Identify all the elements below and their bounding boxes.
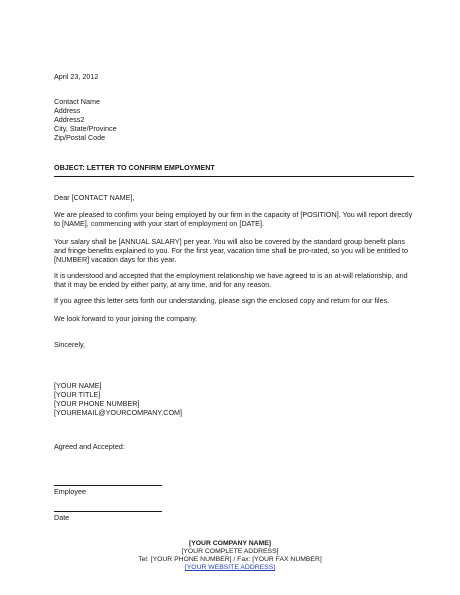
employee-signature-line	[54, 485, 162, 486]
paragraph-4: If you agree this letter sets forth our understanding, please sign the enclosed copy and return for our files.	[54, 296, 390, 305]
company-footer	[0, 540, 460, 572]
sender-email: [YOUREMAIL@YOURCOMPANY.COM]	[54, 408, 183, 417]
paragraph-2: Your salary shall be [ANNUAL SALARY] per year. You will also be covered by the standard group benefit plans and fringe benefits explained to you. For the first year, vacation time shall be pro-rated, so you will be entitled to [NUMBER] vacation days for this year.	[54, 237, 408, 264]
recipient-address-line1: Address	[54, 106, 81, 115]
footer-company-name: [YOUR COMPANY NAME]	[188, 540, 272, 547]
agreed-accepted: Agreed and Accepted:	[54, 442, 125, 451]
sender-phone: [YOUR PHONE NUMBER]	[54, 399, 140, 408]
letter-date: April 23, 2012	[54, 72, 99, 81]
recipient-city: City, State/Province	[54, 124, 117, 133]
recipient-address-line2: Address2	[54, 115, 85, 124]
employee-label: Employee	[54, 487, 86, 496]
footer-website-link[interactable]: [YOUR WEBSITE ADDRESS]	[184, 564, 276, 571]
footer-contact: Tel: [YOUR PHONE NUMBER] / Fax: [YOUR FAX NUMBER]	[138, 556, 322, 563]
recipient-address	[54, 97, 414, 142]
closing: Sincerely,	[54, 340, 86, 349]
letter-subject: OBJECT: LETTER TO CONFIRM EMPLOYMENT	[54, 163, 414, 177]
date-signature-line	[54, 511, 162, 512]
sender-title: [YOUR TITLE]	[54, 390, 101, 399]
paragraph-3: It is understood and accepted that the employment relationship we have agreed to is an at-will relationship, and that it may be ended by either party, at any time, and for any reason.	[54, 271, 408, 289]
recipient-name: Contact Name	[54, 97, 100, 106]
footer-address: [YOUR COMPLETE ADDRESS]	[181, 548, 279, 555]
date-label: Date	[54, 513, 70, 522]
paragraph-5: We look forward to your joining the company.	[54, 314, 198, 323]
sender-name: [YOUR NAME]	[54, 381, 102, 390]
recipient-zip: Zip/Postal Code	[54, 133, 106, 142]
paragraph-1: We are pleased to confirm your being employed by our firm in the capacity of [POSITION]. You will report directly to [NAME], commencing with your start of employment on [DATE].	[54, 210, 413, 228]
salutation: Dear [CONTACT NAME],	[54, 193, 135, 202]
sender-signature-block	[54, 381, 414, 417]
